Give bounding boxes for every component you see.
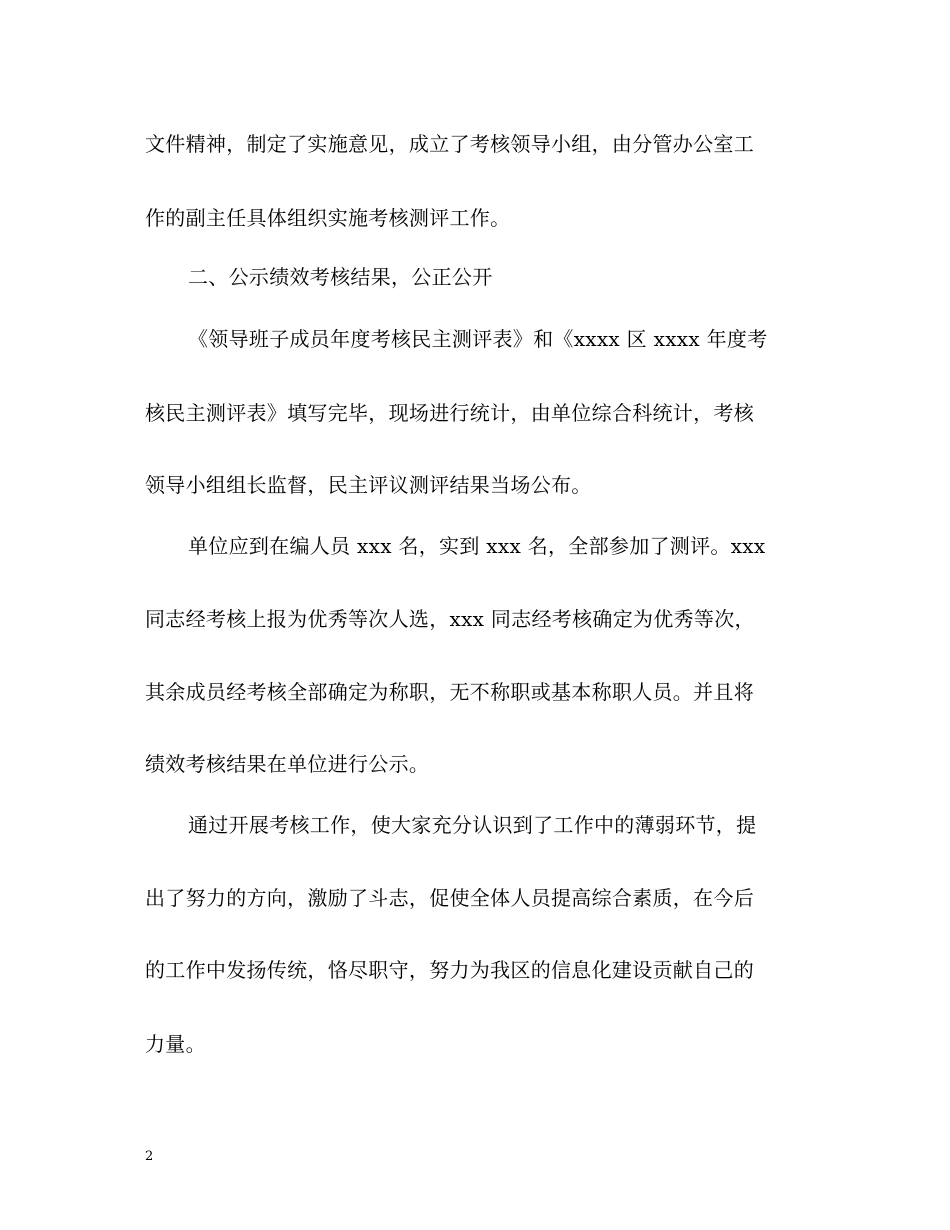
body-line: 的工作中发扬传统，恪尽职守，努力为我区的信息化建设贡献自己的	[145, 958, 754, 982]
body-line: 单位应到在编人员 xxx 名，实到 xxx 名，全部参加了测评。xxx	[188, 534, 766, 558]
body-line: 力量。	[145, 1032, 206, 1056]
body-line: 领导小组组长监督，民主评议测评结果当场公布。	[145, 473, 592, 497]
body-line: 文件精神，制定了实施意见，成立了考核领导小组，由分管办公室工	[145, 132, 754, 156]
body-line: 通过开展考核工作，使大家充分认识到了工作中的薄弱环节，提	[188, 813, 757, 837]
page-number: 2	[145, 1149, 154, 1164]
body-line: 《领导班子成员年度考核民主测评表》和《xxxx 区 xxxx 年度考	[188, 327, 768, 351]
body-line: 绩效考核结果在单位进行公示。	[145, 752, 430, 776]
body-line: 出了努力的方向，激励了斗志，促使全体人员提高综合素质，在今后	[145, 886, 754, 910]
body-line: 同志经考核上报为优秀等次人选，xxx 同志经考核确定为优秀等次，	[145, 607, 755, 631]
section-heading: 二、公示绩效考核结果，公正公开	[188, 265, 493, 289]
body-line: 其余成员经考核全部确定为称职，无不称职或基本称职人员。并且将	[145, 680, 754, 704]
body-line: 作的副主任具体组织实施考核测评工作。	[145, 206, 511, 230]
body-line: 核民主测评表》填写完毕，现场进行统计，由单位综合科统计，考核	[145, 401, 754, 425]
